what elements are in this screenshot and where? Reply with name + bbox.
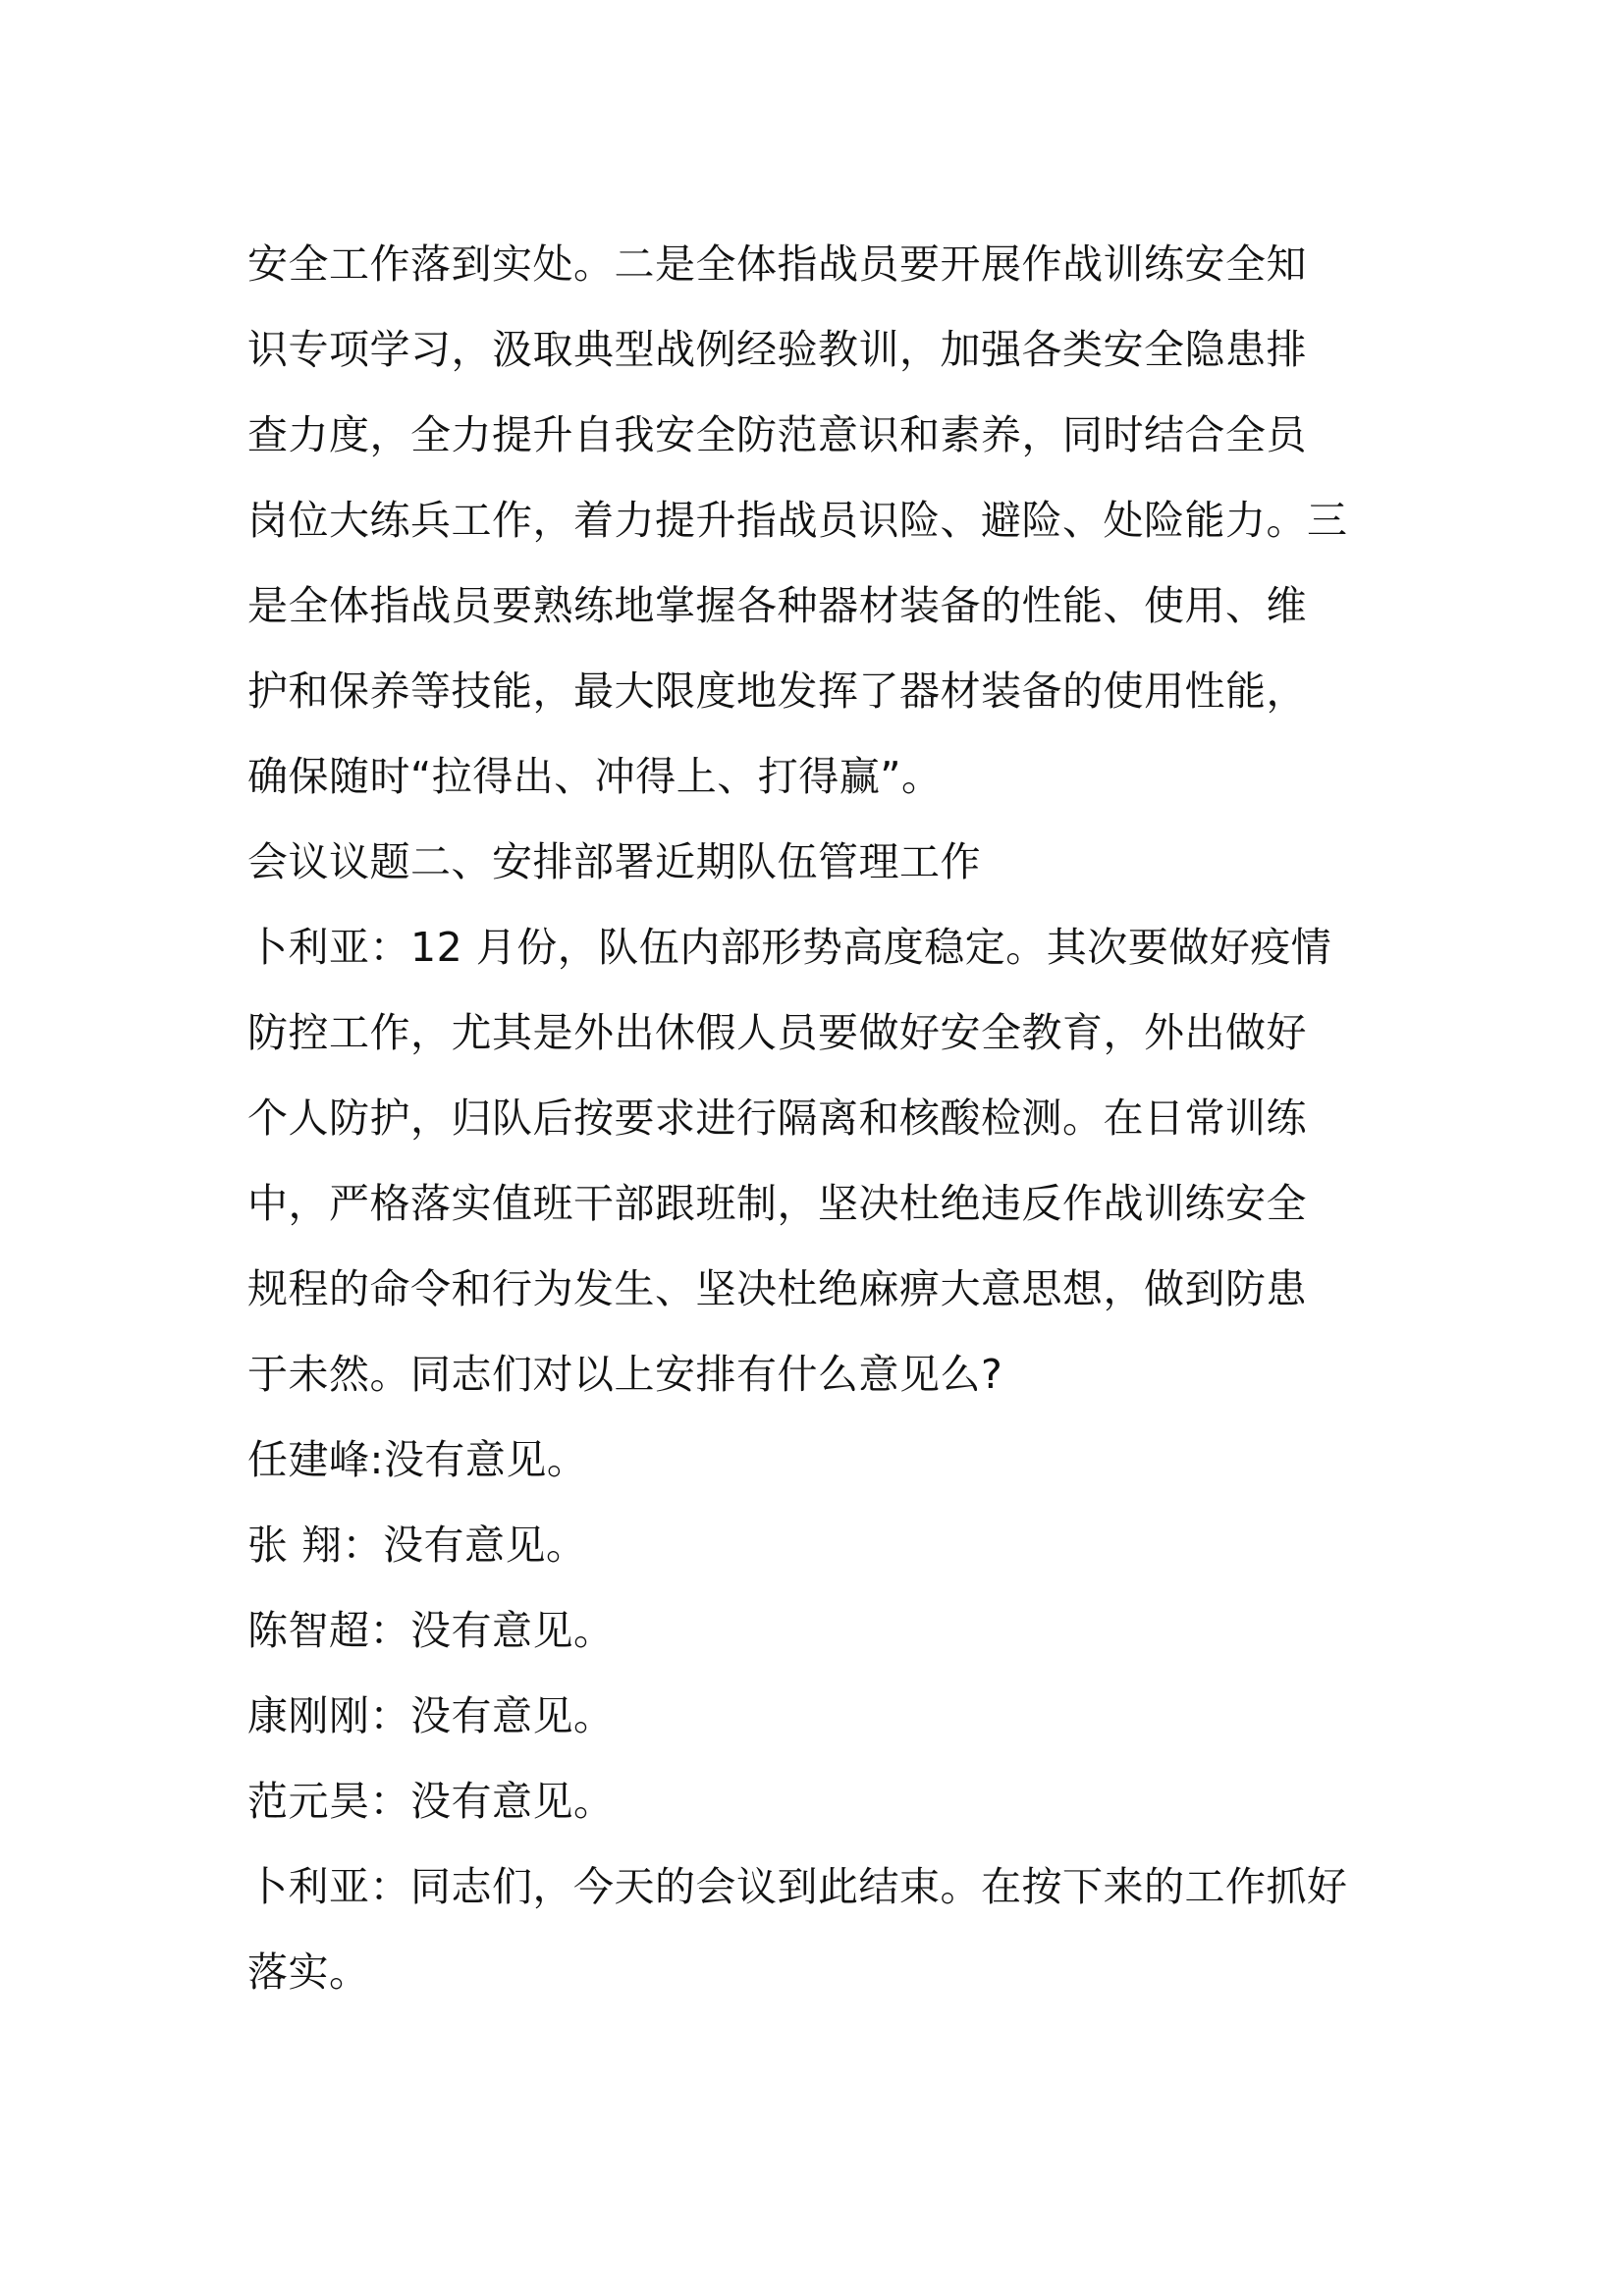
text-line: 落实。: [247, 1949, 370, 1996]
document-body: [247, 222, 1396, 2015]
text-line: 安全工作落到实处。二是全体指战员要开展作战训练安全知: [247, 240, 1307, 288]
speaker-line: 康刚刚：没有意见。: [247, 1692, 615, 1739]
text-line: 岗位大练兵工作，着力提升指战员识险、避险、处险能力。三: [247, 497, 1348, 544]
text-line: 个人防护，归队后按要求进行隔离和核酸检测。在日常训练: [247, 1095, 1307, 1142]
agenda-heading: 会议议题二、安排部署近期队伍管理工作: [247, 838, 981, 885]
text-line: 确保随时“拉得出、冲得上、打得赢”。: [247, 753, 943, 800]
speaker-line: 卜利亚：12 月份，队伍内部形势高度稳定。其次要做好疫情: [247, 924, 1332, 971]
text-line: 护和保养等技能，最大限度地发挥了器材装备的使用性能，: [247, 667, 1307, 715]
text-line: 是全体指战员要熟练地掌握各种器材装备的性能、使用、维: [247, 582, 1307, 629]
text-line: 中，严格落实值班干部跟班制，坚决杜绝违反作战训练安全: [247, 1180, 1307, 1227]
speaker-line: 任建峰:没有意见。: [247, 1436, 588, 1483]
speaker-line: 张 翔：没有意见。: [247, 1522, 587, 1569]
text-line: 查力度，全力提升自我安全防范意识和素养，同时结合全员: [247, 411, 1307, 458]
speaker-line: 卜利亚：同志们，今天的会议到此结束。在按下来的工作抓好: [247, 1863, 1348, 1910]
text-line: 防控工作，尤其是外出休假人员要做好安全教育，外出做好: [247, 1009, 1307, 1056]
speaker-line: 范元昊：没有意见。: [247, 1778, 615, 1825]
speaker-line: 陈智超：没有意见。: [247, 1607, 615, 1654]
text-line: 规程的命令和行为发生、坚决杜绝麻痹大意思想，做到防患: [247, 1265, 1307, 1312]
text-line: 识专项学习，汲取典型战例经验教训，加强各类安全隐患排: [247, 326, 1307, 373]
text-line: 于未然。同志们对以上安排有什么意见么?: [247, 1351, 1003, 1398]
